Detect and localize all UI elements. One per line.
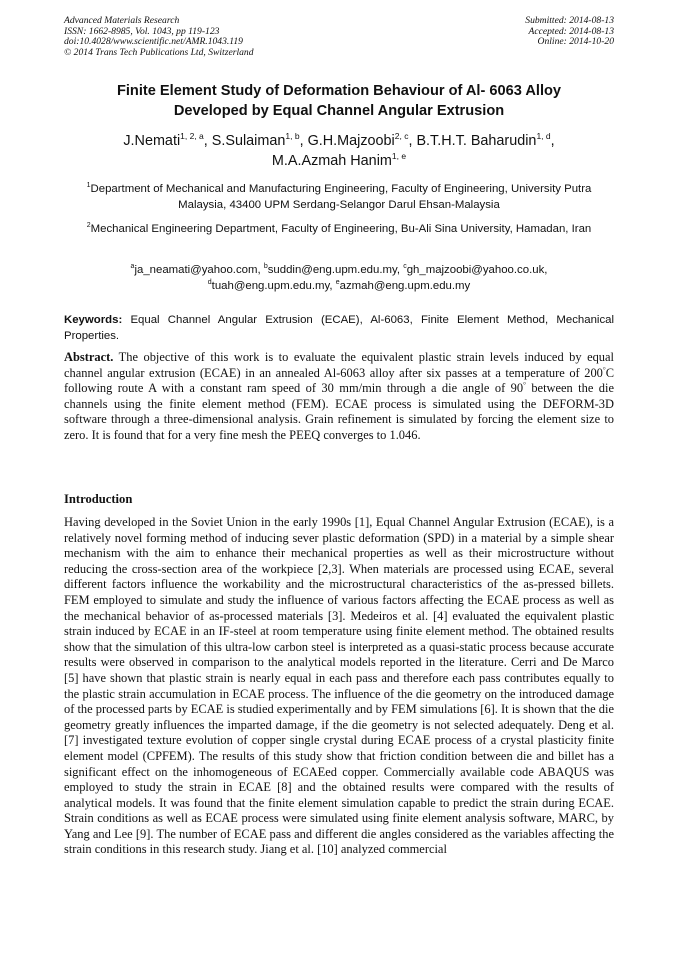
author-sup: 2, c [394, 131, 409, 141]
emails-line-1: $^a$ja_neamati@yahoo.com, $^b$suddin@eng.upm.edu.my, $^c$gh_majzoobi@yahoo.co.uk, [130, 263, 548, 276]
affiliation-1 [64, 181, 614, 213]
emails-line-2: $^d$tuah@eng.upm.edu.my, $^e$azmah@eng.upm.edu.my [207, 279, 471, 292]
author-name: M.A.Azmah Hanim [271, 153, 392, 169]
abstract: Abstract. The objective of this work is to evaluate the equivalent plastic strain levels induced by equal channel angular extrusion (ECAE) in an annealed Al-6063 alloy after six passes at a temperature of 200°C following route A with a constant ram speed of 30 mm/min through a die angle of 90° between the die channels using the finite element method (FEM). ECAE process is simulated using the DEFORM-3D software through a three-dimensional analysis. Grain refinement is simulated by forcing the element size to zero. It is found that for a very fine mesh the PEEQ converges to 1.046. [64, 350, 614, 442]
journal-header [64, 16, 254, 58]
affiliation-text: Mechanical Engineering Department, Faculty of Engineering, Bu-Ali Sina University, Hamadan, Iran [90, 223, 592, 235]
affiliation-text: Department of Mechanical and Manufacturing Engineering, Faculty of Engineering, University Putra Malaysia, 43400 UPM Serdang-Selangor Darul Ehsan-Malaysia [90, 183, 592, 211]
journal-name: Advanced Materials Research [64, 15, 180, 26]
author-sup: 1, 2, a [180, 131, 204, 141]
affiliation-sup: 2 [86, 222, 91, 229]
journal-issn: ISSN: 1662-8985, Vol. 1043, pp 119-123 [64, 25, 220, 37]
accepted-date: Accepted: 2014-08-13 [528, 25, 614, 37]
keywords-text: Equal Channel Angular Extrusion (ECAE), Al-6063, Finite Element Method, Mechanical Properties. [64, 314, 614, 342]
author-list [64, 131, 614, 171]
abstract-text: The objective of this work is to evaluate the equivalent plastic strain levels induced by equal channel angular extrusion (ECAE) in an annealed Al-6063 alloy after six passes at a temperature of 200 [64, 350, 614, 380]
email-list [64, 262, 614, 294]
email-link[interactable]: ja_neamati@yahoo.com [134, 264, 258, 276]
author-name: B.T.H.T. Baharudin [416, 133, 537, 149]
paper-title [64, 81, 614, 121]
journal-copyright: © 2014 Trans Tech Publications Ltd, Switzerland [64, 46, 254, 58]
online-date: Online: 2014-10-20 [537, 36, 614, 48]
author-sup: 1, d [536, 131, 551, 141]
keywords-label: Keywords: [64, 314, 123, 326]
title-line-1: Finite Element Study of Deformation Behaviour of Al- 6063 Alloy [116, 83, 562, 99]
email-link[interactable]: suddin@eng.upm.edu.my [267, 264, 397, 276]
title-line-2: Developed by Equal Channel Angular Extrusion [173, 103, 505, 119]
email-link[interactable]: azmah@eng.upm.edu.my [339, 280, 471, 292]
author-sup: 1, b [285, 131, 300, 141]
affiliation-2 [64, 221, 614, 237]
authors-line-2 [64, 151, 614, 171]
submitted-date: Submitted: 2014-08-13 [525, 15, 614, 26]
section-heading: Introduction [64, 492, 133, 506]
email-link[interactable]: tuah@eng.upm.edu.my [211, 280, 330, 292]
author-sup: 1, e [391, 151, 407, 161]
authors-line-1: J.Nemati$^{1, 2, a}$, S.Sulaiman$^{1, b}$, G.H.Majzoobi$^{2, c}$, B.T.H.T. Baharudin$^{1, d}$, [123, 131, 555, 149]
dates-header [525, 16, 614, 48]
email-link[interactable]: gh_majzoobi@yahoo.co.uk [406, 264, 545, 276]
author-name: S.Sulaiman [211, 133, 286, 149]
abstract-label: Abstract. [64, 350, 114, 364]
introduction-body: Having developed in the Soviet Union in the early 1990s [1], Equal Channel Angular Extrusion (ECAE), is a relatively novel forming method of inducing sever plastic deformation (SPD) in a material by a simple shear mechanism with the aim to enhance their mechanical properties as well as their microstructure without reducing the cross-section area of the workpiece [2,3]. When materials are processed using ECAE, several different factors influence the workability and the microstructural characteristics of the as-pressed billets. FEM employed to simulate and study the influence of various factors affecting the ECAE process as well as the mechanical behavior of as-processed materials [3]. Medeiros et al. [4] evaluated the equivalent plastic strain induced by ECAE in an IF-steel at room temperature using finite element method. The obtained results show that the simulation of this ultra-low carbon steel is interpreted as a quasi-static process because accurate results were observed in comparison to the analytical models reported in the literature. Cerri and De Marco [5] have shown that plastic strain is nearly equal in each pass and therefore each pass contributes equally to the plastic strain accumulation in ECAE process. The influence of the die geometry on the introduced damage of the processed parts by ECAE is studied experimentally and by FEM simulations [6]. It is shown that the die geometry greatly influences the imparted damage, if the die geometry is not selected adequately. Deng et al. [7] investigated texture evolution of copper single crystal during ECAE process of a crystal plasticity finite element model (CPFEM). The results of this study show that friction condition between die and billet has a significant effect on the inhomogeneous of ECAEed copper. Commercially available code ABAQUS was employed to study the strain in ECAE [8] and the obtained results were compared with the results of analytical models. It was found that the finite element simulation capable to predict the strain during ECAE. Strain conditions as well as ECAE process were simulated using finite element analysis software, MARC, by Yang and Lee [9]. The number of ECAE pass and different die angles considered as the variables affecting the strain conditions in this research study. Jiang et al. [10] analyzed commercial [64, 515, 614, 857]
affiliation-sup: 1 [86, 182, 91, 189]
keywords [64, 312, 614, 344]
author-name: G.H.Majzoobi [307, 133, 395, 149]
author-name: J.Nemati [123, 133, 181, 149]
journal-doi: doi:10.4028/www.scientific.net/AMR.1043.119 [64, 36, 243, 48]
